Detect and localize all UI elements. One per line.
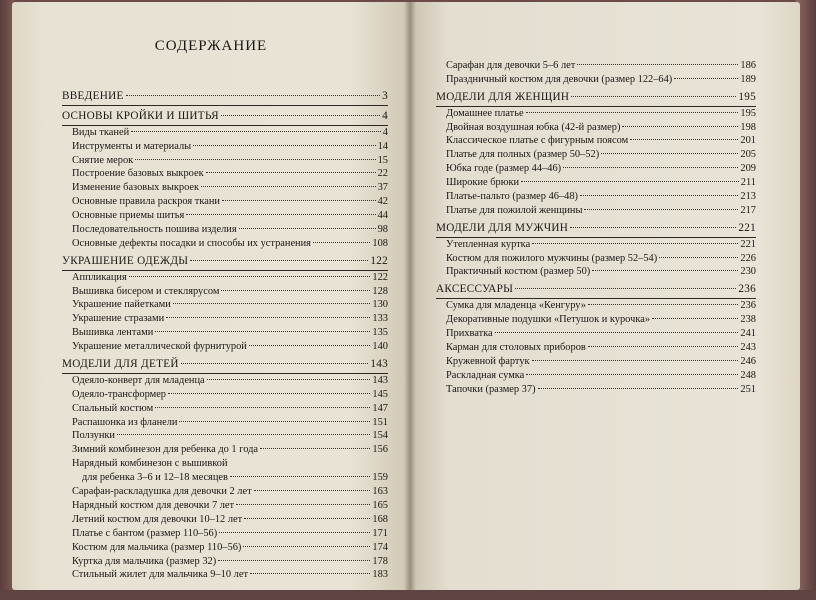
toc-page-number: 122 xyxy=(370,254,388,267)
toc-leader-dots xyxy=(135,159,375,160)
toc-entry-title: ВВЕДЕНИЕ xyxy=(62,90,124,102)
toc-entry xyxy=(436,73,756,87)
toc-entry-title: МОДЕЛИ ДЛЯ ЖЕНЩИН xyxy=(436,90,570,103)
toc-entry-title: Платье-пальто (размер 46–48) xyxy=(446,191,579,203)
toc-section-entry xyxy=(62,255,388,269)
toc-entry-title: Костюм для пожилого мужчины (размер 52–54) xyxy=(446,252,658,264)
toc-entry-title: Распашонка из фланели xyxy=(72,416,178,428)
toc-entry-title: Одеяло-трансформер xyxy=(72,388,167,400)
toc-page-number: 147 xyxy=(372,402,388,414)
toc-page-number: 143 xyxy=(370,358,388,371)
toc-right-column xyxy=(436,59,756,396)
section-underline xyxy=(62,105,388,106)
toc-page-number: 14 xyxy=(377,140,388,152)
toc-leader-dots xyxy=(254,490,371,491)
toc-leader-dots xyxy=(201,186,376,187)
toc-entry-title: Нарядный костюм для девочки 7 лет xyxy=(72,499,235,511)
toc-leader-dots xyxy=(221,115,380,116)
toc-entry-title: Тапочки (размер 37) xyxy=(446,383,536,395)
toc-page-number: 168 xyxy=(372,513,388,525)
toc-entry-title: УКРАШЕНИЕ ОДЕЖДЫ xyxy=(62,254,189,267)
toc-leader-dots xyxy=(218,560,370,561)
toc-entry xyxy=(436,265,756,279)
toc-entry xyxy=(62,340,388,354)
toc-page-number: 178 xyxy=(372,555,388,567)
toc-entry-title: ОСНОВЫ КРОЙКИ И ШИТЬЯ xyxy=(62,109,219,122)
toc-entry xyxy=(62,416,388,430)
toc-entry-title: Платье с бантом (размер 110–56) xyxy=(72,527,218,539)
toc-entry xyxy=(436,299,756,313)
toc-entry xyxy=(436,313,756,327)
toc-page-number: 201 xyxy=(740,135,756,147)
toc-leader-dots xyxy=(570,227,736,228)
toc-page-number: 174 xyxy=(372,541,388,553)
toc-page-number: 251 xyxy=(740,383,756,395)
toc-section-entry xyxy=(436,91,756,105)
toc-leader-dots xyxy=(155,331,370,332)
toc-entry xyxy=(62,374,388,388)
toc-entry-title: Раскладная сумка xyxy=(446,369,525,381)
toc-leader-dots xyxy=(243,546,370,547)
toc-entry xyxy=(62,298,388,312)
toc-page-number: 4 xyxy=(382,126,388,138)
toc-entry xyxy=(62,271,388,285)
toc-entry-title: Последовательность пошива изделия xyxy=(72,224,237,236)
toc-entry xyxy=(436,383,756,397)
toc-leader-dots xyxy=(239,228,376,229)
toc-section-entry xyxy=(62,110,388,124)
toc-leader-dots xyxy=(260,448,370,449)
toc-entry-title: Практичный костюм (размер 50) xyxy=(446,266,591,278)
toc-entry-title: Нарядный комбинезон с вышивкой xyxy=(72,458,228,470)
toc-entry xyxy=(62,181,388,195)
toc-entry-title: Одеяло-конверт для младенца xyxy=(72,374,205,386)
toc-entry xyxy=(436,369,756,383)
toc-page-number: 122 xyxy=(372,271,388,283)
toc-page-number: 130 xyxy=(372,299,388,311)
toc-entry-title: Двойная воздушная юбка (42-й размер) xyxy=(446,121,621,133)
toc-leader-dots xyxy=(532,243,738,244)
toc-leader-dots xyxy=(577,64,738,65)
toc-page-number: 198 xyxy=(740,121,756,133)
toc-leader-dots xyxy=(219,532,370,533)
toc-page-number: 183 xyxy=(372,569,388,581)
toc-entry-title: Вышивка лентами xyxy=(72,327,154,339)
toc-entry xyxy=(62,140,388,154)
toc-entry-title: Снятие мерок xyxy=(72,154,134,166)
toc-entry xyxy=(436,134,756,148)
toc-entry-title: Куртка для мальчика (размер 32) xyxy=(72,555,217,567)
toc-entry xyxy=(436,190,756,204)
toc-entry xyxy=(436,162,756,176)
toc-page-number: 243 xyxy=(740,341,756,353)
toc-leader-dots xyxy=(207,379,371,380)
toc-page-number: 151 xyxy=(372,416,388,428)
toc-page-number: 211 xyxy=(740,177,756,189)
toc-entry xyxy=(436,59,756,73)
toc-page-number: 236 xyxy=(740,300,756,312)
toc-entry xyxy=(62,126,388,140)
toc-leader-dots xyxy=(563,167,738,168)
toc-leader-dots xyxy=(584,209,738,210)
toc-leader-dots xyxy=(538,388,739,389)
toc-entry xyxy=(436,148,756,162)
toc-entry xyxy=(62,471,388,485)
toc-entry-title: Украшение металлической фурнитурой xyxy=(72,341,247,353)
toc-entry-title: Прихватка xyxy=(446,328,493,340)
toc-entry xyxy=(62,555,388,569)
toc-entry-title: Ползунки xyxy=(72,430,115,442)
toc-entry-title: Кружевной фартук xyxy=(446,355,530,367)
book-cover-edge-bottom xyxy=(0,590,816,600)
toc-entry xyxy=(436,204,756,218)
toc-entry-title: Сумка для младенца «Кенгуру» xyxy=(446,300,586,312)
toc-entry xyxy=(436,327,756,341)
toc-page-number: 108 xyxy=(372,237,388,249)
toc-entry xyxy=(62,457,388,471)
toc-page-number: 186 xyxy=(740,60,756,71)
toc-entry xyxy=(62,154,388,168)
toc-entry xyxy=(62,402,388,416)
toc-leader-dots xyxy=(230,476,370,477)
toc-entry-title: Карман для столовых приборов xyxy=(446,341,586,353)
toc-section-entry xyxy=(62,358,388,372)
toc-entry-title: Платье для полных (размер 50–52) xyxy=(446,149,600,161)
toc-left-column xyxy=(62,86,388,582)
toc-page-number: 98 xyxy=(377,224,388,236)
toc-page-number: 154 xyxy=(372,430,388,442)
toc-page-number: 133 xyxy=(372,313,388,325)
toc-leader-dots xyxy=(526,374,738,375)
toc-leader-dots xyxy=(588,304,738,305)
toc-leader-dots xyxy=(674,78,738,79)
toc-leader-dots xyxy=(601,153,738,154)
toc-entry xyxy=(62,499,388,513)
toc-page-number: 4 xyxy=(382,109,388,122)
toc-section-entry xyxy=(62,90,388,104)
toc-leader-dots xyxy=(155,407,370,408)
toc-page-number: 145 xyxy=(372,388,388,400)
toc-page-number: 217 xyxy=(740,204,756,216)
toc-entry-title: Спальный костюм xyxy=(72,402,154,414)
toc-leader-dots xyxy=(117,434,370,435)
toc-entry-title: Сарафан-раскладушка для девочки 2 лет xyxy=(72,486,252,498)
toc-entry xyxy=(436,121,756,135)
toc-page-number: 226 xyxy=(740,252,756,264)
toc-leader-dots xyxy=(222,200,376,201)
toc-entry-title: МОДЕЛИ ДЛЯ МУЖЧИН xyxy=(436,221,569,234)
toc-leader-dots xyxy=(179,421,370,422)
toc-entry xyxy=(62,312,388,326)
toc-page-number: 238 xyxy=(740,314,756,326)
toc-entry-title: Зимний комбинезон для ребенка до 1 года xyxy=(72,444,259,456)
toc-entry-title: Широкие брюки xyxy=(446,177,520,189)
toc-entry-title: Вышивка бисером и стеклярусом xyxy=(72,285,220,297)
toc-entry xyxy=(436,176,756,190)
toc-page-number: 163 xyxy=(372,486,388,498)
toc-entry-title: Виды тканей xyxy=(72,126,130,138)
toc-leader-dots xyxy=(193,145,375,146)
toc-page-number: 44 xyxy=(377,210,388,222)
toc-entry-title: Классическое платье с фигурным поясом xyxy=(446,135,629,147)
toc-leader-dots xyxy=(580,195,738,196)
toc-page-number: 236 xyxy=(738,283,756,296)
toc-page-number: 3 xyxy=(382,90,388,102)
toc-leader-dots xyxy=(221,290,370,291)
toc-entry-title: Инструменты и материалы xyxy=(72,140,192,152)
toc-leader-dots xyxy=(236,504,370,505)
toc-page-number: 246 xyxy=(740,355,756,367)
toc-page-number: 37 xyxy=(377,182,388,194)
toc-entry xyxy=(62,568,388,582)
toc-leader-dots xyxy=(244,518,370,519)
toc-entry xyxy=(62,237,388,251)
toc-leader-dots xyxy=(249,345,371,346)
toc-entry-title: Основные дефекты посадки и способы их устранения xyxy=(72,237,311,249)
toc-entry xyxy=(62,429,388,443)
toc-entry xyxy=(62,388,388,402)
toc-entry-title: Стильный жилет для мальчика 9–10 лет xyxy=(72,569,248,581)
toc-leader-dots xyxy=(622,126,738,127)
toc-entry xyxy=(436,341,756,355)
toc-leader-dots xyxy=(129,276,371,277)
toc-entry xyxy=(62,513,388,527)
toc-entry-title: Основные правила раскроя ткани xyxy=(72,196,220,208)
toc-page-number: 205 xyxy=(740,149,756,161)
toc-entry-title: Платье для пожилой женщины xyxy=(446,204,583,216)
toc-entry xyxy=(62,209,388,223)
toc-page-number: 171 xyxy=(372,527,388,539)
toc-leader-dots xyxy=(206,172,376,173)
toc-entry xyxy=(62,167,388,181)
toc-leader-dots xyxy=(532,360,739,361)
toc-entry-title: Сарафан для девочки 5–6 лет xyxy=(446,60,576,71)
toc-page-number: 221 xyxy=(740,238,756,250)
toc-entry xyxy=(436,107,756,121)
toc-leader-dots xyxy=(250,573,370,574)
toc-entry xyxy=(436,355,756,369)
toc-entry xyxy=(62,443,388,457)
toc-page-number: 15 xyxy=(377,154,388,166)
toc-entry-title: Украшение пайетками xyxy=(72,299,171,311)
toc-page-number: 22 xyxy=(377,168,388,180)
toc-entry-title: Украшение стразами xyxy=(72,313,165,325)
toc-leader-dots xyxy=(515,288,736,289)
toc-entry xyxy=(436,252,756,266)
toc-entry-title: Утепленная куртка xyxy=(446,238,531,250)
toc-leader-dots xyxy=(495,332,739,333)
toc-leader-dots xyxy=(630,139,738,140)
toc-leader-dots xyxy=(131,131,381,132)
toc-entry xyxy=(62,541,388,555)
toc-entry xyxy=(436,238,756,252)
toc-leader-dots xyxy=(166,317,370,318)
toc-leader-dots xyxy=(521,181,739,182)
toc-page-number: 195 xyxy=(740,107,756,119)
book-gutter xyxy=(404,2,416,590)
toc-entry-title: Летний костюм для девочки 10–12 лет xyxy=(72,513,243,525)
toc-section-entry xyxy=(436,222,756,236)
toc-entry xyxy=(62,527,388,541)
toc-leader-dots xyxy=(571,96,736,97)
toc-entry-title: АКСЕССУАРЫ xyxy=(436,283,514,296)
toc-leader-dots xyxy=(126,95,380,96)
toc-leader-dots xyxy=(313,242,370,243)
toc-page-number: 230 xyxy=(740,266,756,278)
toc-leader-dots xyxy=(190,260,368,261)
toc-entry-title: Праздничный костюм для девочки (размер 122–64) xyxy=(446,73,673,85)
toc-leader-dots xyxy=(181,363,369,364)
toc-leader-dots xyxy=(592,270,738,271)
toc-entry-title: Изменение базовых выкроек xyxy=(72,182,200,194)
toc-entry-title: Построение базовых выкроек xyxy=(72,168,204,180)
toc-entry xyxy=(62,195,388,209)
toc-page-number: 221 xyxy=(738,221,756,234)
toc-entry-title: Юбка годе (размер 44–46) xyxy=(446,163,562,175)
toc-page-number: 156 xyxy=(372,444,388,456)
toc-entry xyxy=(62,223,388,237)
toc-entry-title: для ребенка 3–6 и 12–18 месяцев xyxy=(82,472,228,484)
toc-page-number: 189 xyxy=(740,73,756,85)
page-title: СОДЕРЖАНИЕ xyxy=(154,38,268,54)
toc-page-number: 135 xyxy=(372,327,388,339)
toc-entry-title: Костюм для мальчика (размер 110–56) xyxy=(72,541,242,553)
toc-leader-dots xyxy=(173,303,371,304)
toc-page-number: 241 xyxy=(740,328,756,340)
toc-entry-title: Аппликация xyxy=(72,271,127,283)
toc-leader-dots xyxy=(652,318,738,319)
toc-entry xyxy=(62,326,388,340)
toc-page-number: 195 xyxy=(738,90,756,103)
toc-entry xyxy=(62,485,388,499)
toc-page-number: 159 xyxy=(372,472,388,484)
toc-leader-dots xyxy=(588,346,739,347)
toc-page-number: 165 xyxy=(372,499,388,511)
toc-entry xyxy=(62,285,388,299)
toc-leader-dots xyxy=(168,393,370,394)
toc-page-number: 248 xyxy=(740,369,756,381)
toc-page-number: 140 xyxy=(372,341,388,353)
toc-leader-dots xyxy=(526,112,739,113)
toc-page-number: 128 xyxy=(372,285,388,297)
toc-leader-dots xyxy=(186,214,375,215)
toc-page-number: 213 xyxy=(740,191,756,203)
toc-page-number: 209 xyxy=(740,163,756,175)
toc-entry-title: Декоративные подушки «Петушок и курочка» xyxy=(446,314,651,326)
toc-entry-title: Основные приемы шитья xyxy=(72,210,185,222)
toc-entry-title: МОДЕЛИ ДЛЯ ДЕТЕЙ xyxy=(62,358,179,371)
toc-page-number: 42 xyxy=(377,196,388,208)
toc-section-entry xyxy=(436,283,756,297)
toc-leader-dots xyxy=(659,257,738,258)
toc-page-number: 143 xyxy=(372,374,388,386)
toc-entry-title: Домашнее платье xyxy=(446,107,524,119)
